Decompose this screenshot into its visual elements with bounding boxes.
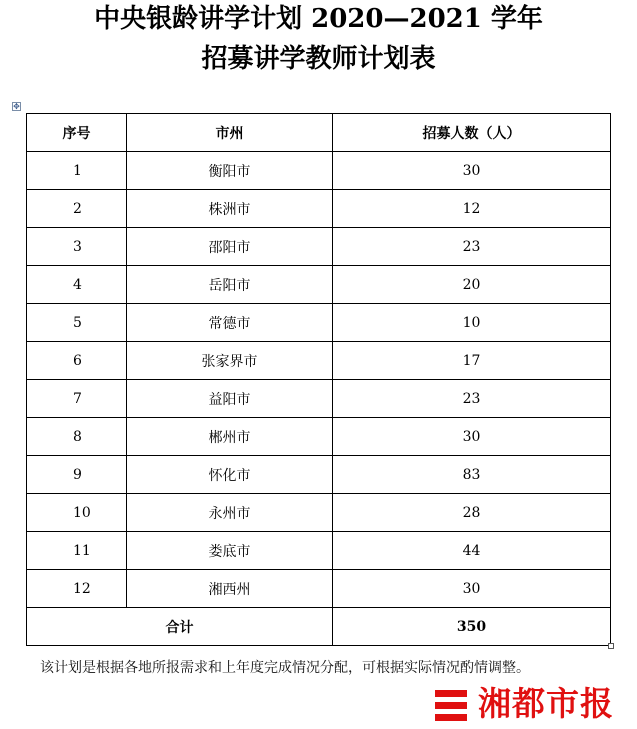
table-row	[27, 456, 611, 494]
table-move-handle-icon[interactable]: ✥	[13, 102, 20, 111]
cell-count: 30	[333, 570, 611, 608]
cell-count: 44	[333, 532, 611, 570]
cell-city: 娄底市	[127, 532, 333, 570]
total-label: 合计	[27, 608, 333, 646]
cell-serial: 1	[27, 152, 127, 190]
table-row	[27, 342, 611, 380]
total-value: 350	[333, 608, 611, 646]
cell-count: 30	[333, 152, 611, 190]
table-row	[27, 570, 611, 608]
table-row	[27, 266, 611, 304]
cell-city: 郴州市	[127, 418, 333, 456]
cell-city: 益阳市	[127, 380, 333, 418]
table-row	[27, 152, 611, 190]
cell-city: 怀化市	[127, 456, 333, 494]
watermark-text: 湘都市报	[478, 684, 614, 723]
table-row	[27, 418, 611, 456]
table-total-row	[27, 608, 611, 646]
cell-serial: 2	[27, 190, 127, 228]
cell-city: 常德市	[127, 304, 333, 342]
cell-city: 永州市	[127, 494, 333, 532]
cell-serial: 10	[27, 494, 127, 532]
cell-count: 23	[333, 380, 611, 418]
cell-count: 12	[333, 190, 611, 228]
cell-serial: 7	[27, 380, 127, 418]
table-row	[27, 228, 611, 266]
header-serial: 序号	[27, 114, 127, 152]
cell-city: 岳阳市	[127, 266, 333, 304]
table-row	[27, 494, 611, 532]
cell-serial: 9	[27, 456, 127, 494]
cell-serial: 3	[27, 228, 127, 266]
cell-serial: 6	[27, 342, 127, 380]
table-header-row	[27, 114, 611, 152]
cell-count: 10	[333, 304, 611, 342]
cell-city: 邵阳市	[127, 228, 333, 266]
recruitment-plan-table	[26, 113, 611, 646]
cell-count: 17	[333, 342, 611, 380]
document-title-line1: 中央银龄讲学计划 2020—2021 学年	[94, 4, 543, 34]
cell-count: 28	[333, 494, 611, 532]
document-title-line2: 招募讲学教师计划表	[201, 44, 436, 74]
cell-count: 23	[333, 228, 611, 266]
cell-count: 83	[333, 456, 611, 494]
cell-count: 30	[333, 418, 611, 456]
header-count: 招募人数（人）	[333, 114, 611, 152]
table-row	[27, 190, 611, 228]
cell-city: 衡阳市	[127, 152, 333, 190]
header-city: 市州	[127, 114, 333, 152]
cell-serial: 4	[27, 266, 127, 304]
cell-city: 湘西州	[127, 570, 333, 608]
cell-serial: 12	[27, 570, 127, 608]
cell-serial: 8	[27, 418, 127, 456]
table-row	[27, 304, 611, 342]
table-row	[27, 380, 611, 418]
table-row	[27, 532, 611, 570]
table-resize-handle-icon[interactable]	[608, 643, 614, 649]
cell-city: 张家界市	[127, 342, 333, 380]
cell-serial: 5	[27, 304, 127, 342]
cell-serial: 11	[27, 532, 127, 570]
cell-city: 株洲市	[127, 190, 333, 228]
cell-count: 20	[333, 266, 611, 304]
footnote: 该计划是根据各地所报需求和上年度完成情况分配，可根据实际情况酌情调整。	[40, 660, 530, 676]
